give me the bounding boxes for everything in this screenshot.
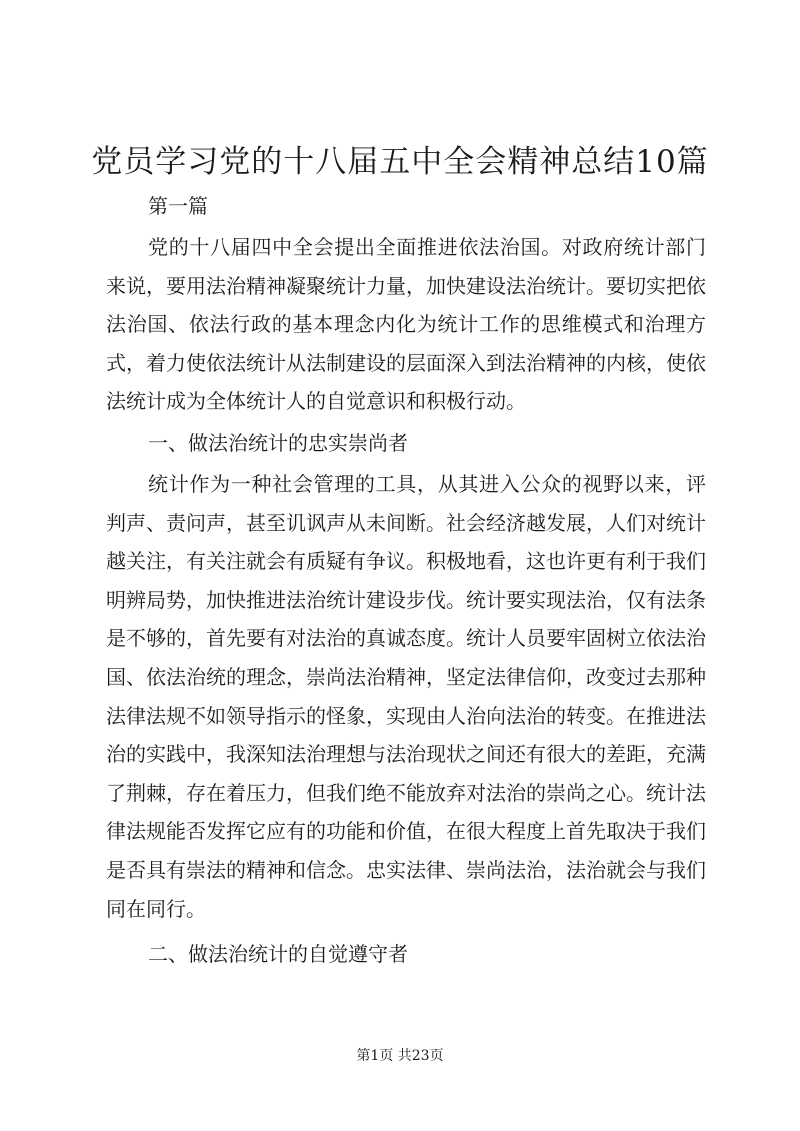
- section-label: 第一篇: [148, 194, 208, 218]
- paragraph-intro: 党的十八届四中全会提出全面推进依法治国。对政府统计部门来说，要用法治精神凝聚统计力量，加快建设法治统计。要切实把依法治国、依法行政的基本理念内化为统计工作的思维模式和治理方式，着力使依法统计从法制建设的层面深入到法治精神的内核，使依法统计成为全体统计人的自觉意识和积极行动。: [106, 235, 706, 414]
- document-body: [106, 186, 706, 974]
- section-heading-1: 一、做法治统计的忠实崇尚者: [148, 430, 408, 455]
- document-title: 党员学习党的十八届五中全会精神总结10篇: [91, 144, 709, 180]
- section-heading-2: 二、做法治统计的自觉遵守者: [148, 942, 408, 967]
- paragraph-section-1: 统计作为一种社会管理的工具，从其进入公众的视野以来，评判声、责问声，甚至讥讽声从未间断。社会经济越发展，人们对统计越关注，有关注就会有质疑有争议。积极地看，这也许更有利于我们明辨局势，加快推进法治统计建设步伐。统计要实现法治，仅有法条是不够的，首先要有对法治的真诚态度。统计人员要牢固树立依法治国、依法治统的理念，崇尚法治精神，坚定法律信仰，改变过去那种法律法规不如领导指示的怪象，实现由人治向法治的转变。在推进法治的实践中，我深知法治理想与法治现状之间还有很大的差距，充满了荆棘，存在着压力，但我们绝不能放弃对法治的崇尚之心。统计法律法规能否发挥它应有的功能和价值，在很大程度上首先取决于我们是否具有崇法的精神和信念。忠实法律、崇尚法治，法治就会与我们同在同行。: [106, 471, 706, 921]
- page-number: 第1页 共23页: [356, 1048, 444, 1064]
